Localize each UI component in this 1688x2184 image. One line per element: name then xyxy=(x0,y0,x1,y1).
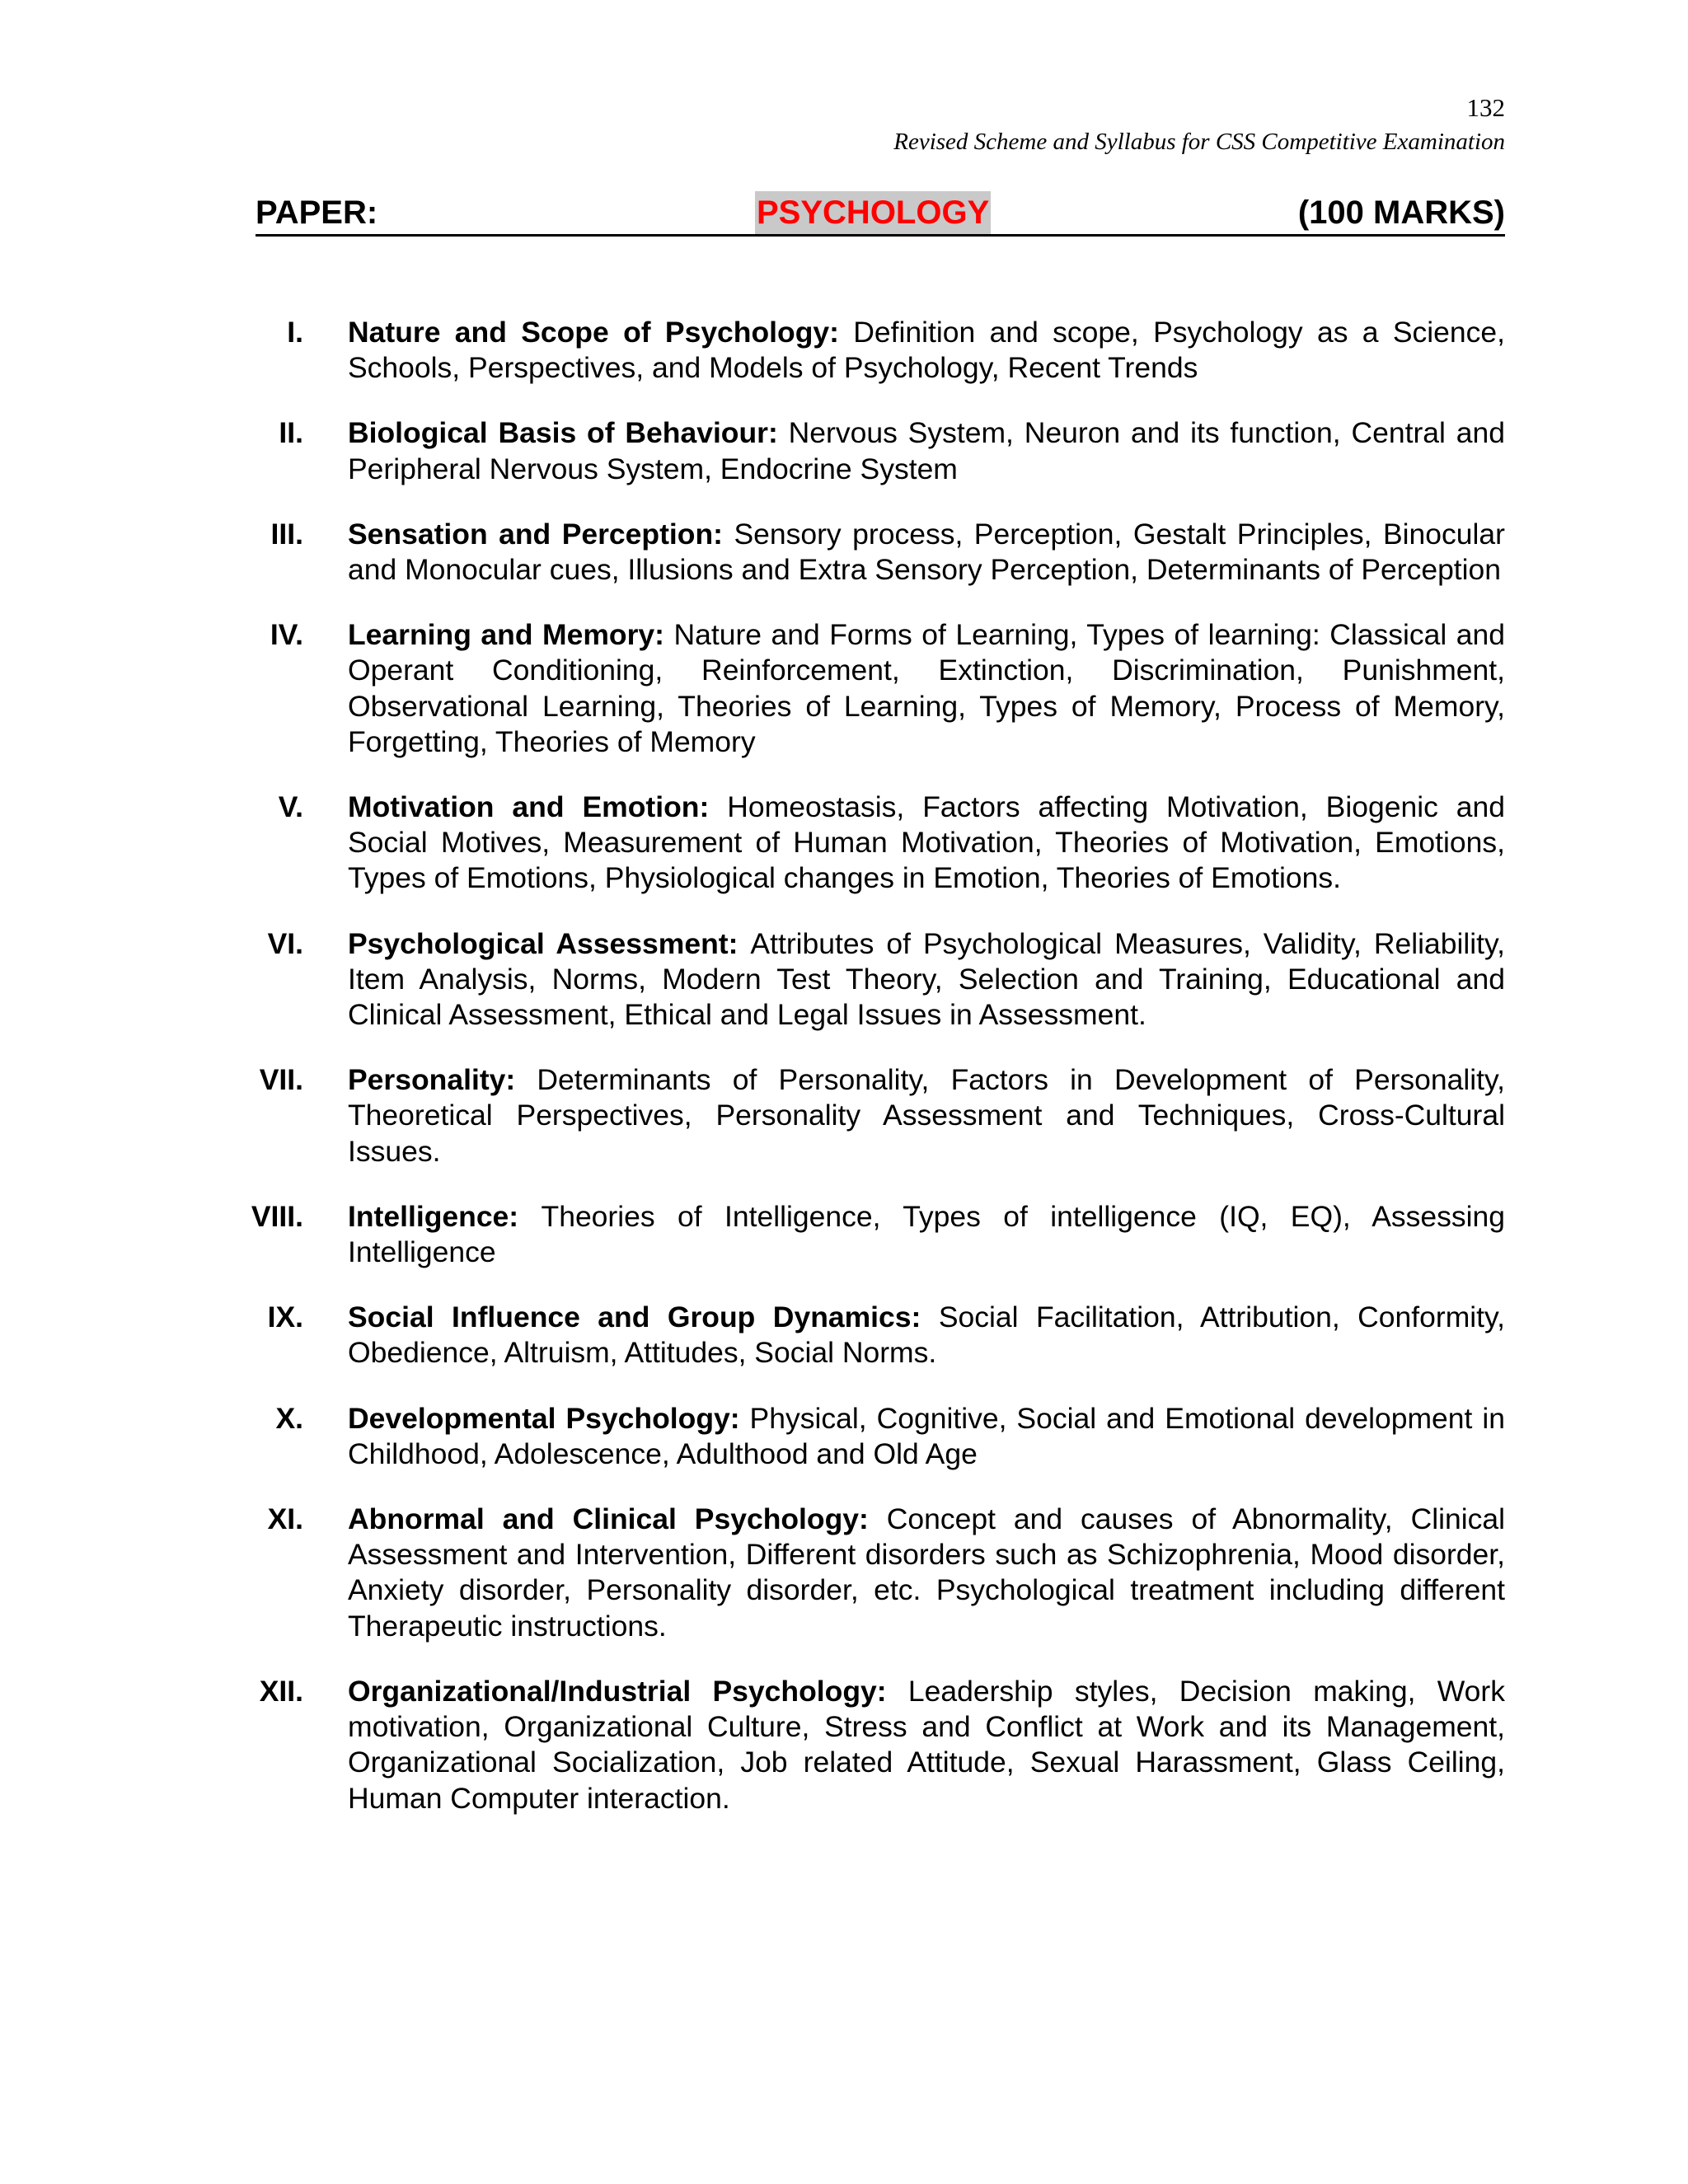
item-title: Sensation and Perception: xyxy=(348,517,734,551)
item-numeral: VIII. xyxy=(251,1199,303,1233)
item-title: Motivation and Emotion: xyxy=(348,790,728,824)
item-numeral: XI. xyxy=(267,1502,303,1536)
syllabus-item xyxy=(231,1062,1505,1169)
item-title: Learning and Memory: xyxy=(348,618,674,652)
item-body: Determinants of Personality, Factors in Development of Personality, Theoretical Perspectives, Personality Assessment and Techniques, Cross-Cultural Issues. xyxy=(348,1063,1505,1168)
syllabus-item xyxy=(231,617,1505,760)
item-numeral: I. xyxy=(287,316,303,349)
item-title: Personality: xyxy=(348,1063,537,1097)
running-header: Revised Scheme and Syllabus for CSS Competitive Examination xyxy=(893,129,1505,155)
item-numeral: XII. xyxy=(259,1674,303,1708)
item-body: Theories of Intelligence, Types of intelligence (IQ, EQ), Assessing Intelligence xyxy=(348,1199,1505,1269)
syllabus-item xyxy=(231,315,1505,386)
syllabus-item xyxy=(231,1401,1505,1472)
item-numeral: III. xyxy=(270,517,303,551)
item-numeral: VII. xyxy=(259,1063,303,1097)
syllabus-item xyxy=(231,1199,1505,1270)
syllabus-item xyxy=(231,790,1505,897)
syllabus-item xyxy=(231,926,1505,1033)
syllabus-list xyxy=(231,315,1505,1846)
item-numeral: IX. xyxy=(267,1301,303,1334)
item-numeral: V. xyxy=(278,790,303,824)
item-body: Sensory process, Perception, Gestalt Principles, Binocular and Monocular cues, Illusions and Extra Sensory Perception, Determinants of Perception xyxy=(348,517,1505,587)
item-body: Attributes of Psychological Measures, Validity, Reliability, Item Analysis, Norms, Modern Test Theory, Selection and Training, Educational and Clinical Assessment, Ethical and Legal Issues in Assessment. xyxy=(348,926,1505,1032)
item-title: Intelligence: xyxy=(348,1199,542,1233)
paper-heading xyxy=(256,191,1505,237)
item-title: Developmental Psychology: xyxy=(348,1401,750,1435)
syllabus-item xyxy=(231,1300,1505,1371)
item-title: Organizational/Industrial Psychology: xyxy=(348,1674,908,1708)
paper-subject: PSYCHOLOGY xyxy=(755,191,991,234)
item-title: Biological Basis of Behaviour: xyxy=(348,416,789,450)
syllabus-item xyxy=(231,1674,1505,1816)
item-body: Leadership styles, Decision making, Work motivation, Organizational Culture, Stress and Conflict at Work and its Management, Organizational Socialization, Job related Attitude, Sexual Harassment, Glass Ceiling, Human Computer interaction. xyxy=(348,1674,1505,1815)
item-numeral: X. xyxy=(275,1401,303,1435)
syllabus-item xyxy=(231,517,1505,588)
item-body: Homeostasis, Factors affecting Motivation, Biogenic and Social Motives, Measurement of Human Motivation, Theories of Motivation, Emotions, Types of Emotions, Physiological changes in Emotion, Theories of Emotions. xyxy=(348,790,1505,895)
page-number: 132 xyxy=(1466,93,1505,122)
item-body: Definition and scope, Psychology as a Science, Schools, Perspectives, and Models of Psychology, Recent Trends xyxy=(348,316,1505,385)
paper-label: PAPER: xyxy=(256,194,378,231)
item-numeral: IV. xyxy=(270,618,303,652)
item-body: Concept and causes of Abnormality, Clinical Assessment and Intervention, Different disorders such as Schizophrenia, Mood disorder, Anxiety disorder, Personality disorder, etc. Psychological treatment including different Therapeutic instructions. xyxy=(348,1502,1505,1643)
syllabus-item xyxy=(231,1502,1505,1644)
paper-marks: (100 MARKS) xyxy=(1297,194,1505,231)
item-body: Physical, Cognitive, Social and Emotional development in Childhood, Adolescence, Adulthood and Old Age xyxy=(348,1401,1505,1470)
item-body: Nature and Forms of Learning, Types of learning: Classical and Operant Conditioning, Reinforcement, Extinction, Discrimination, Punishment, Observational Learning, Theories of Learning, Types of Memory, Process of Memory, Forgetting, Theories of Memory xyxy=(348,618,1505,758)
item-body: Social Facilitation, Attribution, Conformity, Obedience, Altruism, Attitudes, Social Norms. xyxy=(348,1301,1505,1370)
item-title: Social Influence and Group Dynamics: xyxy=(348,1301,939,1334)
item-title: Nature and Scope of Psychology: xyxy=(348,316,854,349)
item-numeral: VI. xyxy=(267,926,303,960)
syllabus-item xyxy=(231,415,1505,486)
item-body: Nervous System, Neuron and its function, Central and Peripheral Nervous System, Endocrine System xyxy=(348,416,1505,485)
item-title: Psychological Assessment: xyxy=(348,926,751,960)
item-title: Abnormal and Clinical Psychology: xyxy=(348,1502,887,1536)
item-numeral: II. xyxy=(279,416,303,450)
